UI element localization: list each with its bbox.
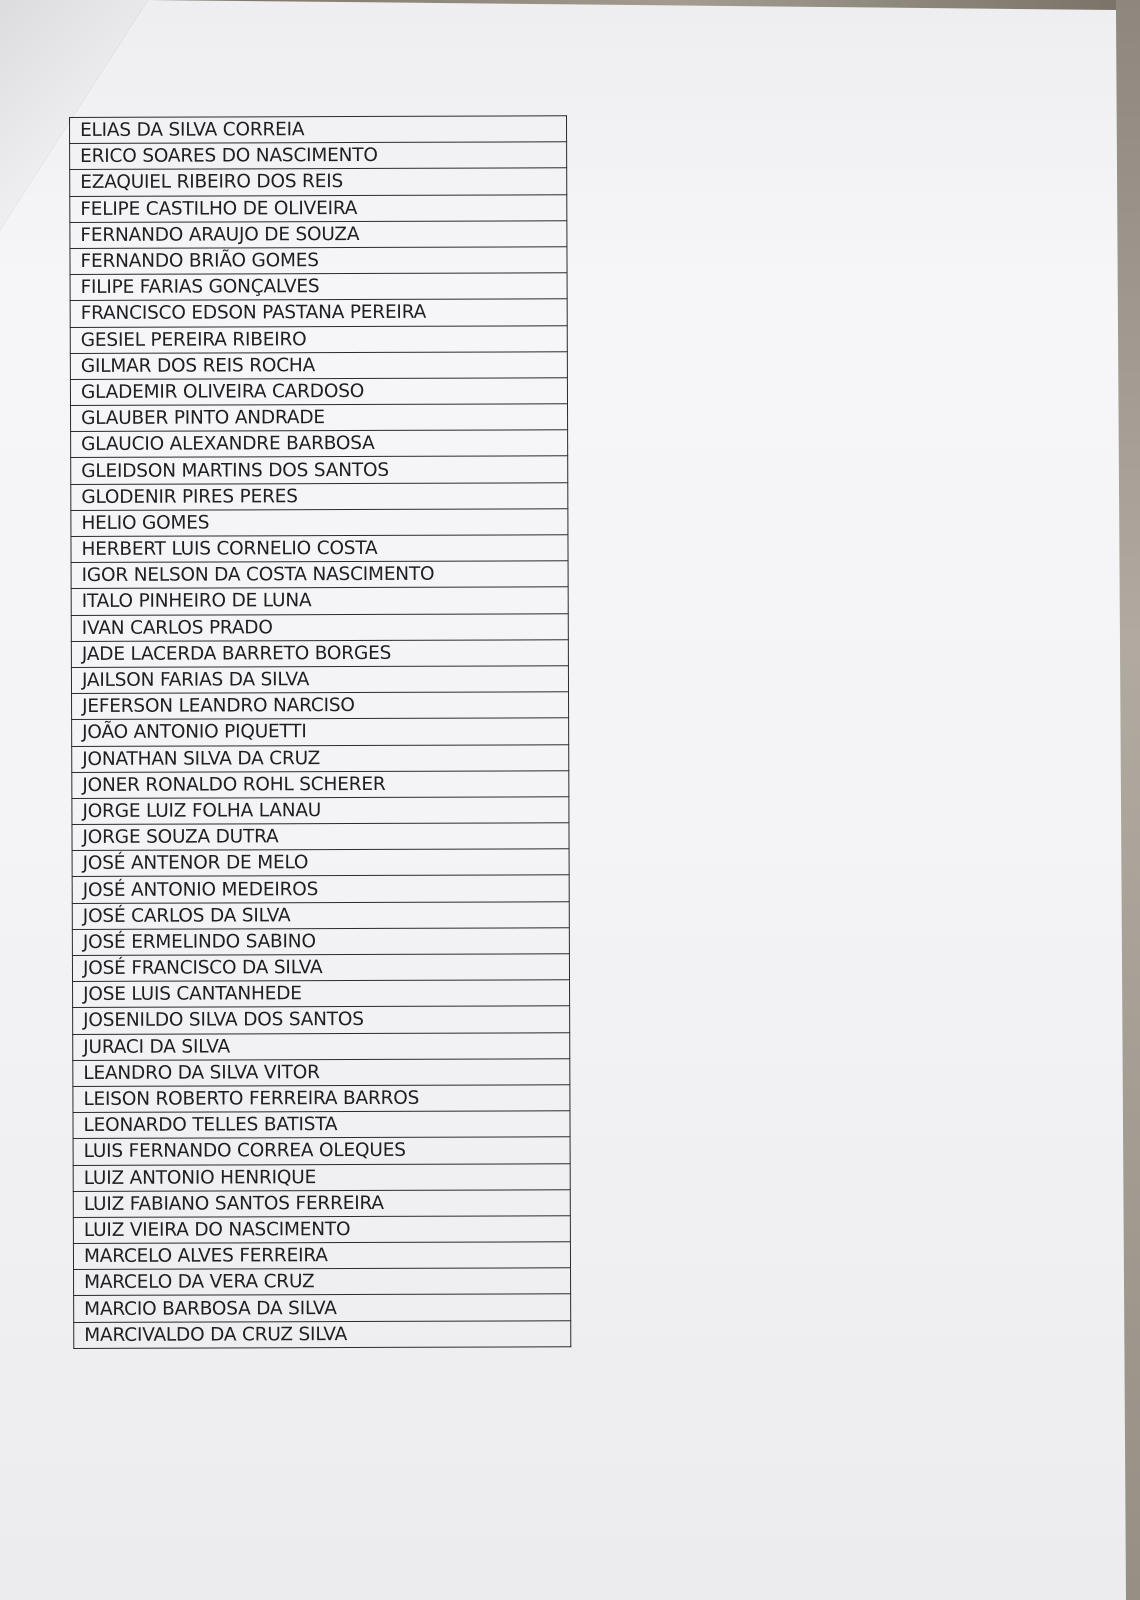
- table-row: [72, 770, 569, 798]
- name-cell: JURACI DA SILVA: [73, 1032, 570, 1060]
- name-cell: LUIZ ANTONIO HENRIQUE: [73, 1163, 570, 1191]
- table-row: [73, 1032, 570, 1060]
- name-cell: JEFERSON LEANDRO NARCISO: [72, 692, 569, 720]
- table-row: [70, 351, 567, 379]
- name-cell: GILMAR DOS REIS ROCHA: [70, 351, 567, 379]
- name-cell: GLEIDSON MARTINS DOS SANTOS: [71, 456, 568, 484]
- name-cell: ELIAS DA SILVA CORREIA: [70, 116, 567, 144]
- table-row: [73, 1006, 570, 1034]
- table-row: [71, 456, 568, 484]
- table-row: [73, 1111, 570, 1139]
- table-row: [71, 666, 568, 694]
- table-row: [74, 1268, 571, 1296]
- table-row: [71, 561, 568, 589]
- name-cell: GLADEMIR OLIVEIRA CARDOSO: [70, 378, 567, 406]
- name-cell: GESIEL PEREIRA RIBEIRO: [70, 325, 567, 353]
- table-row: [70, 247, 567, 275]
- table-row: [71, 404, 568, 432]
- name-cell: JOSÉ ANTONIO MEDEIROS: [72, 875, 569, 903]
- table-row: [72, 797, 569, 825]
- name-cell: ITALO PINHEIRO DE LUNA: [71, 587, 568, 615]
- name-cell: JOSÉ FRANCISCO DA SILVA: [72, 954, 569, 982]
- name-cell: FELIPE CASTILHO DE OLIVEIRA: [70, 194, 567, 222]
- table-row: [71, 613, 568, 641]
- name-cell: MARCIO BARBOSA DA SILVA: [74, 1294, 571, 1322]
- name-cell: JONATHAN SILVA DA CRUZ: [72, 744, 569, 772]
- name-cell: JAILSON FARIAS DA SILVA: [71, 666, 568, 694]
- table-row: [73, 1189, 570, 1217]
- name-cell: JONER RONALDO ROHL SCHERER: [72, 770, 569, 798]
- table-row: [70, 299, 567, 327]
- name-cell: JOSÉ CARLOS DA SILVA: [72, 901, 569, 929]
- table-row: [72, 901, 569, 929]
- table-row: [71, 535, 568, 563]
- table-row: [73, 1059, 570, 1087]
- name-cell: LEONARDO TELLES BATISTA: [73, 1111, 570, 1139]
- name-cell: ERICO SOARES DO NASCIMENTO: [70, 142, 567, 170]
- name-cell: JOSÉ ANTENOR DE MELO: [72, 849, 569, 877]
- name-cell: LUIS FERNANDO CORREA OLEQUES: [73, 1137, 570, 1165]
- name-cell: IGOR NELSON DA COSTA NASCIMENTO: [71, 561, 568, 589]
- table-row: [73, 1163, 570, 1191]
- table-row: [71, 430, 568, 458]
- name-cell: LEANDRO DA SILVA VITOR: [73, 1059, 570, 1087]
- name-cell: FERNANDO BRIÃO GOMES: [70, 247, 567, 275]
- table-row: [72, 823, 569, 851]
- name-cell: MARCELO ALVES FERREIRA: [73, 1242, 570, 1270]
- name-cell: JOÃO ANTONIO PIQUETTI: [72, 718, 569, 746]
- name-cell: HERBERT LUIS CORNELIO COSTA: [71, 535, 568, 563]
- name-cell: GLAUBER PINTO ANDRADE: [71, 404, 568, 432]
- name-cell: FILIPE FARIAS GONÇALVES: [70, 273, 567, 301]
- table-row: [72, 692, 569, 720]
- table-row: [70, 325, 567, 353]
- table-row: [70, 168, 567, 196]
- name-cell: LEISON ROBERTO FERREIRA BARROS: [73, 1085, 570, 1113]
- name-cell: LUIZ FABIANO SANTOS FERREIRA: [73, 1189, 570, 1217]
- table-row: [70, 378, 567, 406]
- table-row: [72, 849, 569, 877]
- table-row: [70, 221, 567, 249]
- table-row: [72, 875, 569, 903]
- name-list-table: [69, 115, 571, 1349]
- name-cell: EZAQUIEL RIBEIRO DOS REIS: [70, 168, 567, 196]
- name-cell: MARCIVALDO DA CRUZ SILVA: [74, 1320, 571, 1348]
- name-cell: FERNANDO ARAUJO DE SOUZA: [70, 221, 567, 249]
- table-row: [70, 142, 567, 170]
- name-cell: GLAUCIO ALEXANDRE BARBOSA: [71, 430, 568, 458]
- name-cell: JOSE LUIS CANTANHEDE: [73, 980, 570, 1008]
- table-row: [73, 1242, 570, 1270]
- name-cell: JOSÉ ERMELINDO SABINO: [72, 928, 569, 956]
- table-row: [73, 1137, 570, 1165]
- table-row: [70, 116, 567, 144]
- table-row: [74, 1320, 571, 1348]
- table-row: [72, 954, 569, 982]
- table-row: [73, 980, 570, 1008]
- table-row: [72, 718, 569, 746]
- table-row: [71, 640, 568, 668]
- name-cell: GLODENIR PIRES PERES: [71, 482, 568, 510]
- name-cell: JORGE SOUZA DUTRA: [72, 823, 569, 851]
- table-row: [73, 1216, 570, 1244]
- name-list-body: [70, 116, 571, 1349]
- table-row: [72, 744, 569, 772]
- name-cell: HELIO GOMES: [71, 509, 568, 537]
- table-row: [71, 482, 568, 510]
- name-cell: JORGE LUIZ FOLHA LANAU: [72, 797, 569, 825]
- name-cell: JADE LACERDA BARRETO BORGES: [71, 640, 568, 668]
- name-cell: IVAN CARLOS PRADO: [71, 613, 568, 641]
- table-row: [73, 1085, 570, 1113]
- table-row: [70, 273, 567, 301]
- name-cell: MARCELO DA VERA CRUZ: [74, 1268, 571, 1296]
- table-row: [71, 509, 568, 537]
- table-row: [72, 928, 569, 956]
- table-row: [71, 587, 568, 615]
- name-cell: LUIZ VIEIRA DO NASCIMENTO: [73, 1216, 570, 1244]
- table-row: [74, 1294, 571, 1322]
- name-cell: JOSENILDO SILVA DOS SANTOS: [73, 1006, 570, 1034]
- name-cell: FRANCISCO EDSON PASTANA PEREIRA: [70, 299, 567, 327]
- table-row: [70, 194, 567, 222]
